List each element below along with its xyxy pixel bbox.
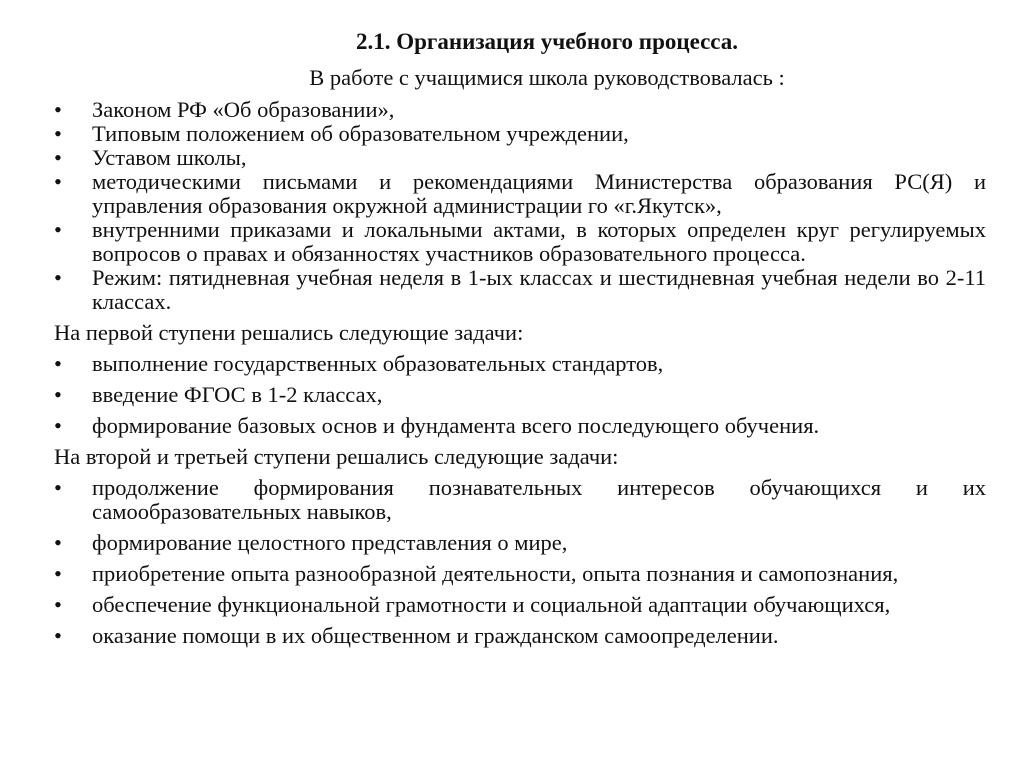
list-item xyxy=(54,624,986,648)
section-title: 2.1. Организация учебного процесса. xyxy=(355,29,739,54)
second-stage-heading: На второй и третьей ступени решались следующие задачи: xyxy=(54,444,619,469)
list-item-text: введение ФГОС в 1-2 классах, xyxy=(92,382,383,407)
guidelines-list xyxy=(54,98,986,314)
document-body xyxy=(54,98,986,655)
list-item xyxy=(54,122,986,146)
bullet-icon: • xyxy=(54,623,62,648)
second-stage-tasks-list xyxy=(54,476,986,648)
bullet-icon: • xyxy=(54,475,62,500)
bullet-icon: • xyxy=(54,121,62,146)
bullet-icon: • xyxy=(54,145,62,170)
bullet-icon: • xyxy=(54,382,62,407)
list-item-text: выполнение государственных образовательных стандартов, xyxy=(92,351,664,376)
list-item xyxy=(54,383,986,407)
bullet-icon: • xyxy=(54,97,62,122)
list-item xyxy=(54,98,986,122)
first-stage-tasks-list xyxy=(54,352,986,438)
list-item xyxy=(54,531,986,555)
list-item xyxy=(54,170,986,218)
list-item xyxy=(54,266,986,314)
list-item-text: оказание помощи в их общественном и гражданском самоопределении. xyxy=(92,623,779,648)
bullet-icon: • xyxy=(54,169,62,194)
bullet-icon: • xyxy=(54,413,62,438)
list-item-text: формирование целостного представления о мире, xyxy=(92,530,568,555)
list-item-text: приобретение опыта разнообразной деятельности, опыта познания и самопознания, xyxy=(92,561,899,586)
list-item xyxy=(54,352,986,376)
intro-sentence: В работе с учащимися школа руководствовалась : xyxy=(309,65,785,90)
list-item-text: формирование базовых основ и фундамента всего последующего обучения. xyxy=(92,413,820,438)
list-item xyxy=(54,593,986,617)
bullet-icon: • xyxy=(54,351,62,376)
first-stage-heading: На первой ступени решались следующие задачи: xyxy=(54,320,524,345)
list-item-text: внутренними приказами и локальными актами, в которых определен круг регулируемых вопросов о правах и обязанностях участников образовательного процесса. xyxy=(92,217,986,266)
list-item-text: Режим: пятидневная учебная неделя в 1-ых классах и шестидневная учебная недели во 2-11 классах. xyxy=(92,265,986,314)
bullet-icon: • xyxy=(54,592,62,617)
list-item xyxy=(54,218,986,266)
bullet-icon: • xyxy=(54,530,62,555)
bullet-icon: • xyxy=(54,265,62,290)
list-item xyxy=(54,414,986,438)
list-item xyxy=(54,476,986,524)
list-item-text: обеспечение функциональной грамотности и социальной адаптации обучающихся, xyxy=(92,592,891,617)
bullet-icon: • xyxy=(54,217,62,242)
list-item-text: Законом РФ «Об образовании», xyxy=(92,97,395,122)
list-item-text: Уставом школы, xyxy=(92,145,247,170)
list-item xyxy=(54,146,986,170)
list-item-text: Типовым положением об образовательном учреждении, xyxy=(92,121,629,146)
bullet-icon: • xyxy=(54,561,62,586)
list-item xyxy=(54,562,986,586)
list-item-text: продолжение формирования познавательных интересов обучающихся и их самообразовательных навыков, xyxy=(92,475,986,524)
list-item-text: методическими письмами и рекомендациями Министерства образования РС(Я) и управления образования окружной администрации го «г.Якутск», xyxy=(92,169,986,218)
